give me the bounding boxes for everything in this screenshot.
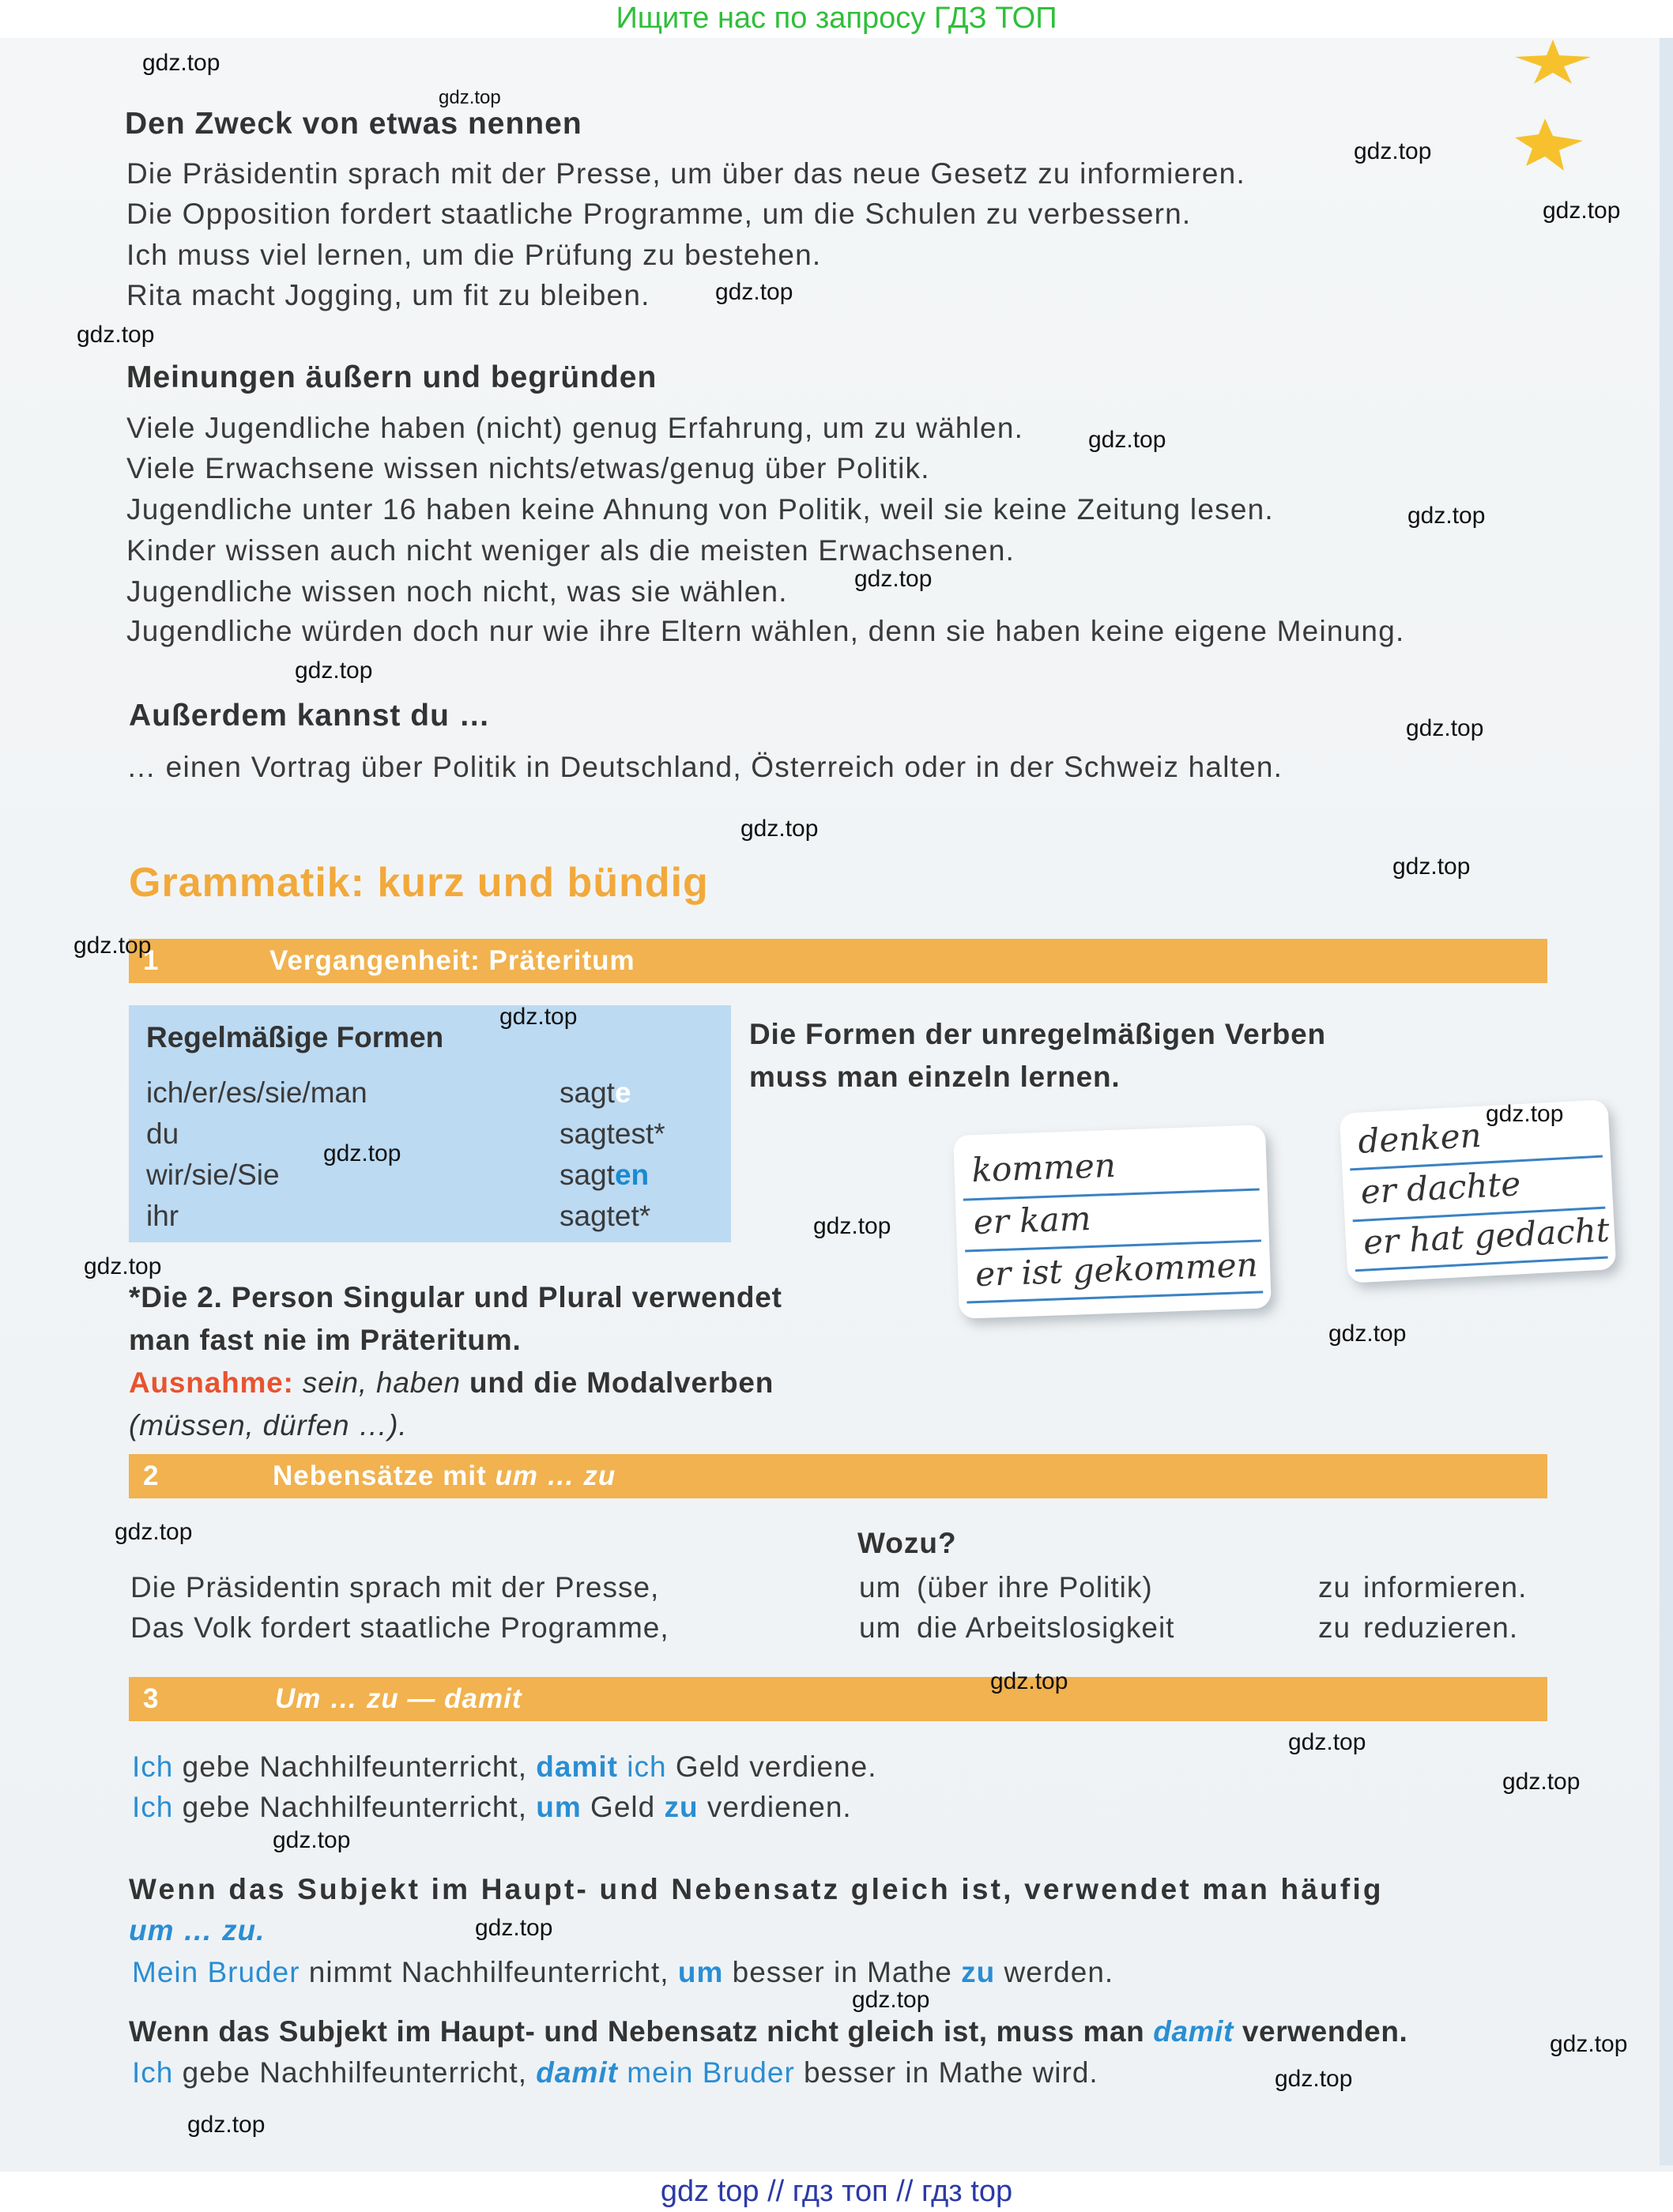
watermark: gdz.top xyxy=(1328,1321,1407,1347)
bar-title xyxy=(273,1460,616,1492)
exception-label: Ausnahme: xyxy=(129,1366,294,1399)
subject: Ich xyxy=(132,1791,174,1823)
watermark: gdz.top xyxy=(990,1668,1068,1694)
pronoun-cell: ihr xyxy=(146,1200,179,1232)
verb-form xyxy=(560,1159,649,1192)
watermark: gdz.top xyxy=(77,322,155,348)
example-middle: (über ihre Politik) xyxy=(917,1571,1153,1603)
damit-word: damit xyxy=(536,2056,618,2089)
card-line xyxy=(963,1188,1260,1200)
irregular-note xyxy=(749,1013,1326,1098)
section-heading-meinungen: Meinungen äußern und begründen xyxy=(126,360,658,394)
grammar-bar-3 xyxy=(129,1677,1547,1721)
exception-modals: (müssen, dürfen …). xyxy=(129,1409,408,1441)
watermark: gdz.top xyxy=(1088,427,1166,453)
verb-card-kommen xyxy=(953,1125,1272,1319)
damit-word: damit xyxy=(536,1750,618,1783)
page-edge xyxy=(1660,32,1673,2165)
clause: gebe Nachhilfeunterricht, xyxy=(173,1750,537,1783)
example-main: Die Präsidentin sprach mit der Presse, xyxy=(130,1571,660,1603)
example-line: Kinder wissen auch nicht weniger als die meisten Erwachsenen. xyxy=(126,534,1015,567)
exception-text: und die Modalverben xyxy=(460,1366,774,1399)
rule-um-zu: um … zu. xyxy=(129,1914,266,1946)
rule-text: verwenden. xyxy=(1233,2015,1408,2048)
praeteritum-note xyxy=(129,1276,782,1447)
verb-stem: sagt xyxy=(560,1159,615,1191)
zu-word: zu xyxy=(1318,1611,1351,1644)
verb-card-denken xyxy=(1340,1099,1617,1283)
grammar-bar-2 xyxy=(129,1454,1547,1498)
pronoun-cell: ich/er/es/sie/man xyxy=(146,1076,367,1109)
grammar-bar-1 xyxy=(129,939,1547,983)
bar-title xyxy=(275,1683,522,1715)
bar-title-text: Nebensätze mit xyxy=(273,1460,495,1491)
rule-same-subject: Wenn das Subjekt im Haupt- und Nebensatz gleich ist, verwendet man häufig xyxy=(129,1873,1384,1905)
card-verb: er dachte xyxy=(1359,1164,1522,1212)
watermark: gdz.top xyxy=(1392,854,1471,880)
watermark: gdz.top xyxy=(499,1004,578,1030)
zu-word: zu xyxy=(1318,1571,1351,1603)
verb-form xyxy=(560,1200,650,1233)
watermark: gdz.top xyxy=(1550,2031,1628,2057)
irregular-line: muss man einzeln lernen. xyxy=(749,1061,1121,1093)
watermark: gdz.top xyxy=(740,816,819,842)
regular-forms-heading: Regelmäßige Formen xyxy=(146,1021,444,1053)
bottom-banner[interactable]: gdz top // гдз топ // гдз top xyxy=(0,2172,1673,2212)
verb-stem: sagtet* xyxy=(560,1200,651,1232)
example-line: Viele Erwachsene wissen nichts/etwas/genug über Politik. xyxy=(126,452,930,484)
example-line: Die Präsidentin sprach mit der Presse, um über das neue Gesetz zu informieren. xyxy=(126,157,1245,190)
example-sentence xyxy=(132,1791,852,1824)
exception-verbs: sein, haben xyxy=(293,1366,461,1399)
watermark: gdz.top xyxy=(1407,503,1486,529)
watermark: gdz.top xyxy=(73,933,152,959)
example-line: Die Opposition fordert staatliche Programme, um die Schulen zu verbessern. xyxy=(126,198,1192,230)
example-line: Viele Jugendliche haben (nicht) genug Erfahrung, um zu wählen. xyxy=(126,412,1024,444)
verb-stem: sagtest* xyxy=(560,1117,665,1150)
card-verb: denken xyxy=(1357,1115,1483,1161)
clause: nimmt Nachhilfeunterricht, xyxy=(300,1956,678,1988)
verb-form xyxy=(560,1076,631,1110)
example-verb: reduzieren. xyxy=(1363,1611,1519,1644)
zu-word: zu xyxy=(961,1956,996,1988)
wozu-question: Wozu? xyxy=(857,1527,957,1559)
verb-ending: en xyxy=(614,1159,650,1191)
verb-form xyxy=(560,1117,665,1151)
note-line: *Die 2. Person Singular und Plural verwendet xyxy=(129,1281,782,1313)
watermark: gdz.top xyxy=(813,1213,891,1239)
example-sentence xyxy=(132,2056,1098,2090)
subject: Ich xyxy=(132,1750,174,1783)
bar-number: 3 xyxy=(143,1683,159,1714)
subject: mein Bruder xyxy=(617,2056,795,2089)
bar-title-italic: Um … zu — damit xyxy=(275,1683,522,1714)
section-heading-ausserdem: Außerdem kannst du … xyxy=(129,699,491,733)
um-word: um xyxy=(859,1611,902,1644)
watermark: gdz.top xyxy=(273,1827,351,1853)
card-line xyxy=(966,1291,1263,1303)
subject: ich xyxy=(617,1750,667,1783)
pronoun-cell: wir/sie/Sie xyxy=(146,1159,280,1191)
um-word: um xyxy=(536,1791,582,1823)
example-line: Jugendliche würden doch nur wie ihre Eltern wählen, denn sie haben keine eigene Meinung. xyxy=(126,615,1405,647)
subject: Ich xyxy=(132,2056,174,2089)
clause: Geld verdiene. xyxy=(666,1750,877,1783)
bar-title-italic: um … zu xyxy=(495,1460,616,1491)
example-main: Das Volk fordert staatliche Programme, xyxy=(130,1611,669,1644)
rule-text: Wenn das Subjekt im Haupt- und Nebensatz nicht gleich ist, muss man xyxy=(129,2015,1154,2048)
card-verb: er ist gekommen xyxy=(974,1245,1259,1294)
watermark: gdz.top xyxy=(1543,198,1621,224)
example-verb: informieren. xyxy=(1363,1571,1528,1603)
bar-title: Vergangenheit: Präteritum xyxy=(269,945,635,976)
watermark: gdz.top xyxy=(475,1915,553,1941)
watermark: gdz.top xyxy=(84,1253,162,1279)
watermark: gdz.top xyxy=(295,658,373,684)
um-word: um xyxy=(859,1571,902,1603)
example-middle: die Arbeitslosigkeit xyxy=(917,1611,1175,1644)
clause: verdienen. xyxy=(698,1791,852,1823)
zu-word: zu xyxy=(664,1791,699,1823)
clause: werden. xyxy=(995,1956,1114,1988)
clause: besser in Mathe wird. xyxy=(794,2056,1098,2089)
damit-word: damit xyxy=(1153,2015,1234,2048)
watermark: gdz.top xyxy=(1486,1101,1564,1127)
clause: gebe Nachhilfeunterricht, xyxy=(173,1791,537,1823)
card-verb: kommen xyxy=(970,1145,1117,1190)
rule-different-subject xyxy=(129,2015,1407,2048)
star-icon xyxy=(1513,38,1592,85)
subject: Mein Bruder xyxy=(132,1956,300,1988)
watermark: gdz.top xyxy=(439,87,501,108)
verb-stem: sagt xyxy=(560,1076,615,1109)
watermark: gdz.top xyxy=(854,566,933,592)
um-word: um xyxy=(677,1956,724,1988)
star-icon xyxy=(1513,117,1584,172)
watermark: gdz.top xyxy=(715,279,793,305)
watermark: gdz.top xyxy=(115,1519,193,1545)
watermark: gdz.top xyxy=(187,2112,266,2138)
bar-number: 1 xyxy=(143,945,159,976)
clause: besser in Mathe xyxy=(723,1956,962,1988)
regular-forms-box xyxy=(129,1005,731,1242)
example-line: Jugendliche wissen noch nicht, was sie wählen. xyxy=(126,575,788,608)
watermark: gdz.top xyxy=(1354,138,1432,164)
card-verb: er hat gedacht xyxy=(1362,1210,1611,1262)
watermark: gdz.top xyxy=(323,1140,401,1166)
example-line: Ich muss viel lernen, um die Prüfung zu bestehen. xyxy=(126,239,822,271)
watermark: gdz.top xyxy=(1502,1769,1581,1795)
exception-line xyxy=(129,1362,782,1404)
bar-number: 2 xyxy=(143,1460,159,1491)
clause: Geld xyxy=(581,1791,665,1823)
section-heading-zweck: Den Zweck von etwas nennen xyxy=(125,107,582,141)
watermark: gdz.top xyxy=(852,1987,930,2013)
card-verb: er kam xyxy=(973,1198,1092,1242)
example-line: Rita macht Jogging, um fit zu bleiben. xyxy=(126,279,650,311)
watermark: gdz.top xyxy=(1275,2066,1353,2092)
grammar-title: Grammatik: kurz und bündig xyxy=(129,860,709,906)
note-line: man fast nie im Präteritum. xyxy=(129,1324,522,1356)
top-banner[interactable]: Ищите нас по запросу ГДЗ ТОП xyxy=(0,0,1673,38)
example-sentence xyxy=(132,1956,1113,1989)
verb-ending: e xyxy=(614,1076,631,1109)
watermark: gdz.top xyxy=(1288,1729,1366,1755)
watermark: gdz.top xyxy=(142,50,220,76)
example-sentence xyxy=(132,1750,876,1784)
exception-line xyxy=(129,1404,782,1447)
clause: gebe Nachhilfeunterricht, xyxy=(173,2056,537,2089)
example-line: … einen Vortrag über Politik in Deutschland, Österreich oder in der Schweiz halten. xyxy=(126,751,1283,783)
pronoun-cell: du xyxy=(146,1117,179,1150)
irregular-line: Die Formen der unregelmäßigen Verben xyxy=(749,1018,1326,1050)
watermark: gdz.top xyxy=(1406,715,1484,741)
example-line: Jugendliche unter 16 haben keine Ahnung von Politik, weil sie keine Zeitung lesen. xyxy=(126,493,1274,526)
